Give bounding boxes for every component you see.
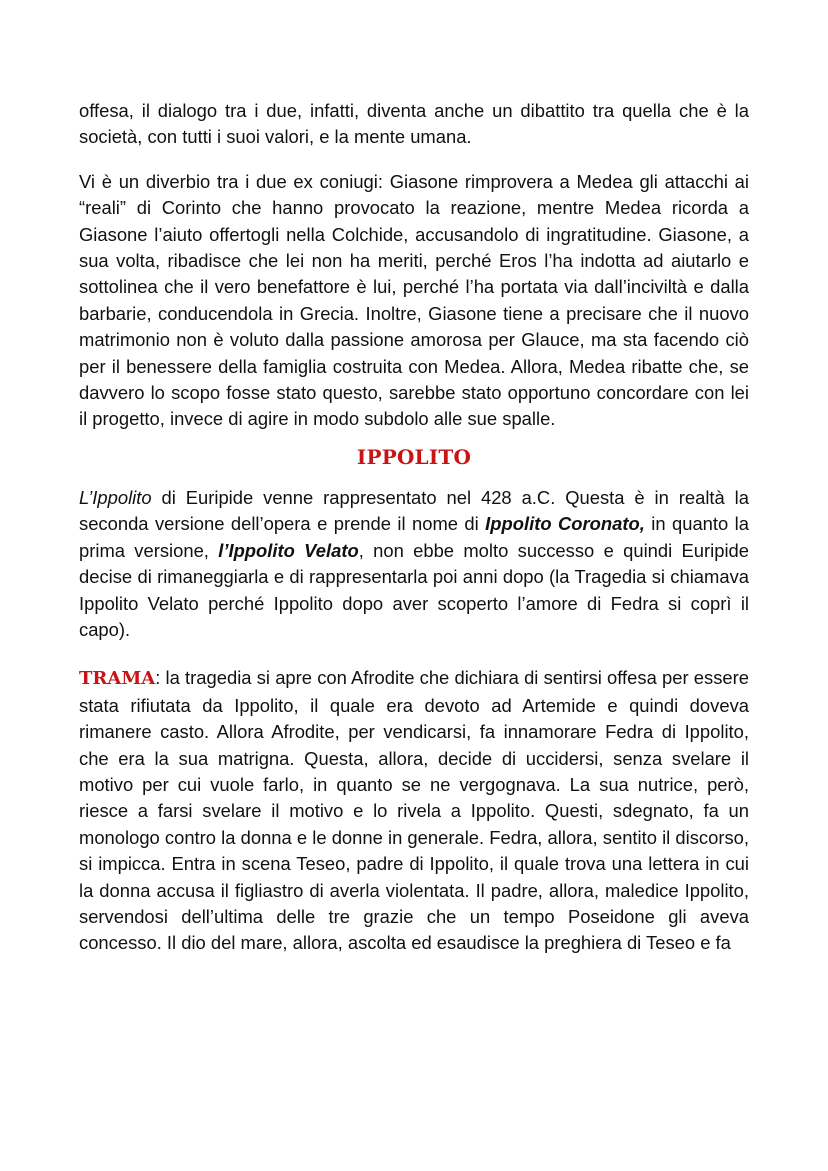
ippolito-coronato: Ippolito Coronato,	[485, 513, 645, 535]
trama-text: : la tragedia si apre con Afrodite che dichiara di sentirsi offesa per essere stata rifiutata da Ippolito, il quale era devoto ad Artemide e quindi doveva rimanere casto. Allora Afrodite, per vendicarsi, fa innamorare Fedra di Ippolito, che era la sua matrigna. Questa, allora, decide di uccidersi, senza svelare il motivo per cui vuole farlo, in quanto se ne vergognava. La sua nutrice, però, riesce a farsi svelare il motivo e lo rivela a Ippolito. Questi, sdegnato, fa un monologo contro la donna e le donne in generale. Fedra, allora, sentito il discorso, si impicca. Entra in scena Teseo, padre di Ippolito, il quale trova una lettera in cui la donna accusa il figliastro di averla violentata. Il padre, allora, maledice Ippolito, servendosi dell’ultima delle tre grazie che un tempo Poseidone gli aveva concesso. Il dio del mare, allora, ascolta ed esaudisce la preghiera di Teseo e fa	[79, 667, 749, 954]
ippolito-velato: l’Ippolito Velato	[218, 539, 359, 561]
intro-text-1: di Euripide venne rappresentato nel 428 a.C. Questa è in realtà la seconda versione dell’opera e prende il nome di	[79, 486, 749, 535]
document-page	[79, 98, 749, 957]
intro-text-2: in quanto la prima versione,	[79, 513, 749, 561]
work-title: L’Ippolito	[79, 486, 152, 508]
paragraph-debate: Vi è un diverbio tra i due ex coniugi: Giasone rimprovera a Medea gli attacchi ai “reali” di Corinto che hanno provocato la reazione, mentre Medea ricorda a Giasone l’aiuto offertogli nella Colchide, accusandolo di ingratitudine. Giasone, a sua volta, ribadisce che lei non ha meriti, perché Eros l’ha indotta ad aiutarlo e sottolinea che il vero benefattore è lui, perché l’ha portata via dall’inciviltà e dalla barbarie, conducendola in Grecia. Inoltre, Giasone tiene a precisare che il nuovo matrimonio non è voluto dalla passione amorosa per Glauce, ma sta facendo ciò per il benessere della famiglia costruita con Medea. Allora, Medea ribatte che, se davvero lo scopo fosse stato questo, sarebbe stato opportuno concordare con lei il progetto, invece di agire in modo subdolo alle sue spalle.	[79, 170, 749, 430]
section-heading-ippolito: IPPOLITO	[356, 444, 472, 469]
paragraph-ippolito-intro	[79, 485, 749, 643]
intro-text-3: , non ebbe molto successo e quindi Euripide decise di rimaneggiarla e di rappresentarla poi anni dopo (la Tragedia si chiamava Ippolito Velato perché Ippolito dopo aver scoperto l’amore di Fedra si coprì il capo).	[79, 539, 750, 640]
trama-label: TRAMA	[79, 668, 156, 690]
paragraph-continuation: offesa, il dialogo tra i due, infatti, diventa anche un dibattito tra quella che è la società, con tutti i suoi valori, e la mente umana.	[79, 100, 749, 148]
paragraph-trama	[79, 665, 749, 956]
